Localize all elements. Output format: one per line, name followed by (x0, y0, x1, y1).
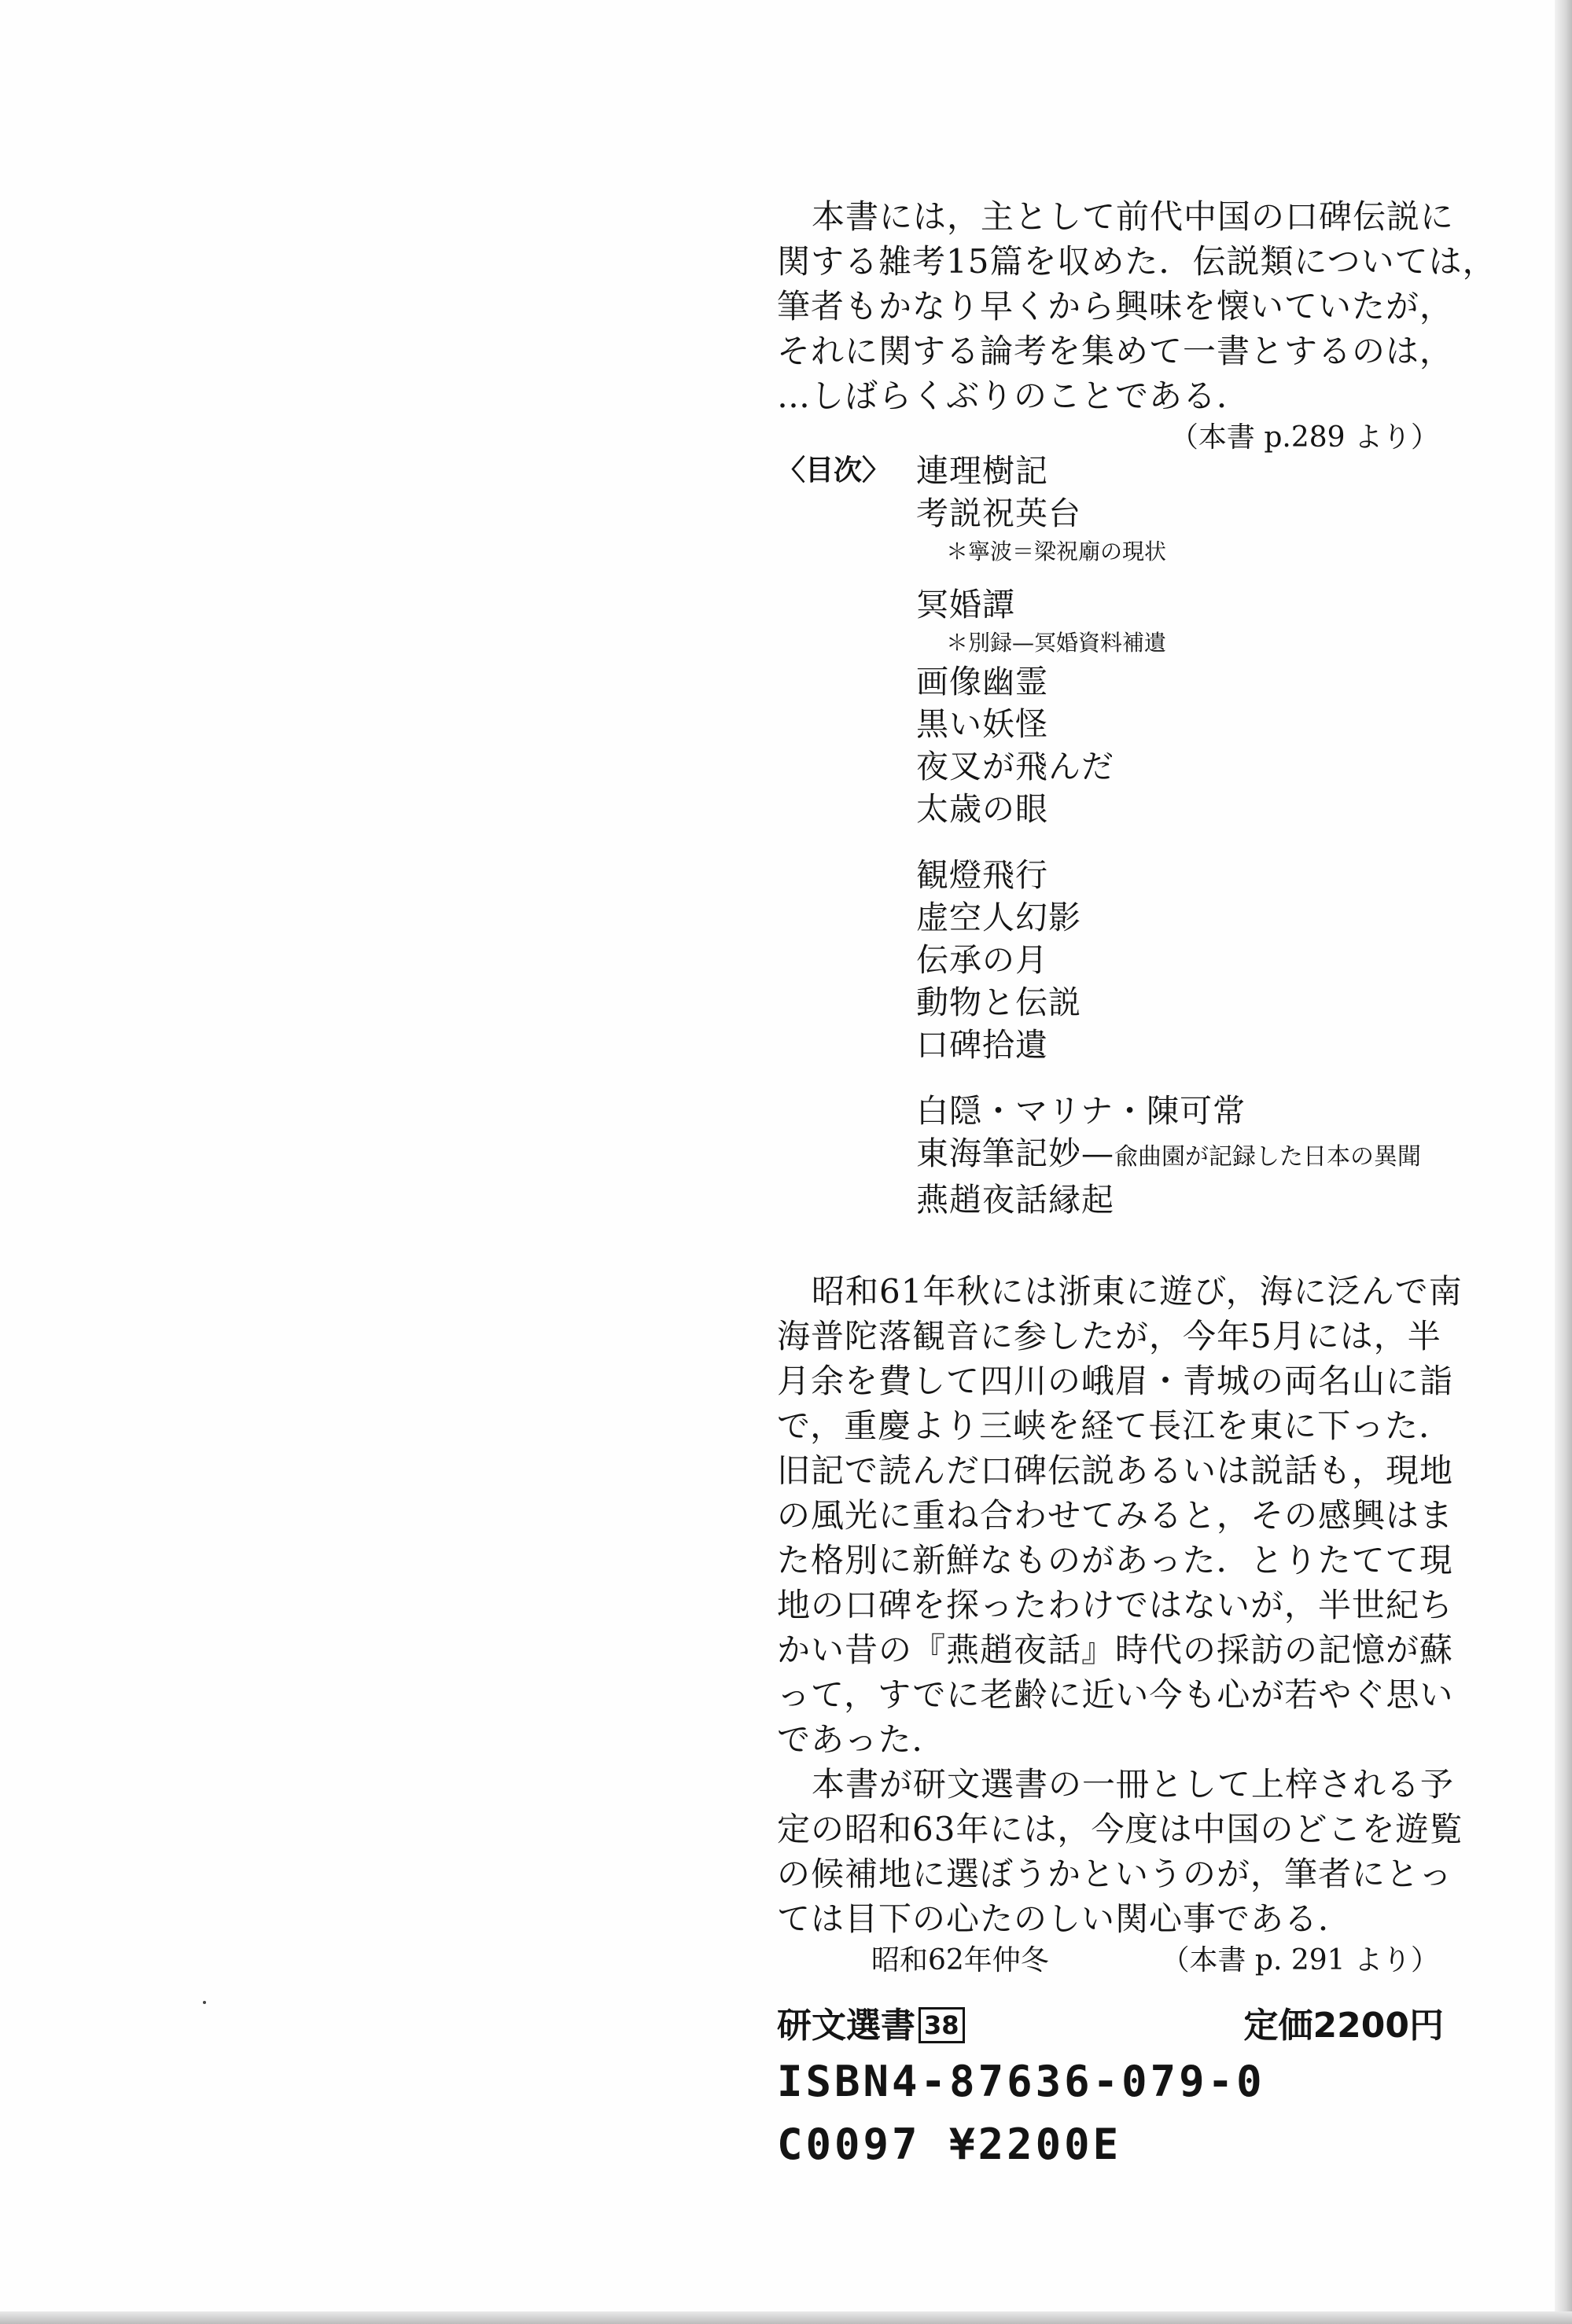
toc-spacer (916, 569, 1459, 583)
intro-paragraph (777, 194, 1497, 418)
afterword-line: の風光に重ね合わせてみると，その感興はま (777, 1496, 1454, 1535)
afterword-line: 昭和61年秋には浙東に遊び，海に泛んで南 (812, 1272, 1463, 1311)
toc-list (916, 450, 1459, 1221)
toc-item: 燕趙夜話縁起 (916, 1181, 1114, 1219)
toc-item: 白隠・マリナ・陳可常 (916, 1092, 1246, 1130)
afterword-line: って，すでに老齢に近い今も心が若やぐ思い (777, 1675, 1454, 1714)
classification-code: C0097 ¥2200E (777, 2120, 1122, 2169)
afterword-line: 旧記で読んだ口碑伝説あるいは説話も，現地 (777, 1451, 1454, 1490)
intro-line: 本書には，主として前代中国の口碑伝説に (812, 197, 1455, 236)
intro-excerpt (777, 194, 1497, 458)
colophon (777, 2002, 1453, 2176)
series-name: 研文選書 (777, 2006, 915, 2046)
toc-item: 口碑拾遺 (916, 1026, 1048, 1064)
page-bottom-edge (0, 2311, 1572, 2324)
toc-item: 連理樹記 (916, 452, 1048, 490)
toc-item: 夜叉が飛んだ (916, 748, 1114, 785)
toc-item-subtitle: 兪曲園が記録した日本の異聞 (1114, 1143, 1421, 1171)
toc-item: 画像幽霊 (916, 663, 1048, 701)
isbn: ISBN4-87636-079-0 (777, 2057, 1265, 2106)
afterword-date: 昭和62年仲冬 (871, 1944, 1049, 1977)
afterword-paragraph (777, 1269, 1463, 1941)
print-speck (203, 2001, 206, 2004)
afterword-line: かい昔の『燕趙夜話』時代の採訪の記憶が蘇 (777, 1631, 1454, 1669)
intro-line: それに関する論考を集めて一書とするのは， (777, 332, 1454, 370)
series-number: 38 (919, 2007, 965, 2043)
afterword-line: ては目下の心たのしい関心事である． (777, 1899, 1353, 1938)
afterword-line: の候補地に選ぼうかというのが，筆者にとっ (777, 1855, 1453, 1893)
toc-label: 〈目次〉 (777, 454, 891, 487)
toc-spacer (916, 830, 1459, 854)
toc-item-note: ＊寧波＝梁祝廟の現状 (946, 539, 1167, 564)
afterword-excerpt (777, 1269, 1463, 1980)
afterword-line: であった． (777, 1720, 946, 1759)
toc-item: 動物と伝説 (916, 984, 1081, 1021)
afterword-line: で，重慶より三峡を経て長江を東に下った． (777, 1407, 1453, 1445)
toc-item: 観燈飛行 (916, 856, 1048, 894)
intro-line: …しばらくぶりのことである． (777, 377, 1251, 415)
afterword-line: 地の口碑を探ったわけではないが，半世紀ち (777, 1586, 1454, 1624)
afterword-line: た格別に新鮮なものがあった．とりたてて現 (777, 1541, 1453, 1579)
intro-line: 関する雑考15篇を収めた．伝説類については， (777, 242, 1497, 281)
series-name-wrap (777, 2002, 965, 2050)
afterword-line: 海普陀落観音に参したが，今年5月には，半 (777, 1317, 1441, 1355)
afterword-citation: （本書 p. 291 より） (1161, 1944, 1439, 1977)
afterword-signature (777, 1941, 1445, 1980)
toc-item: 伝承の月 (916, 941, 1048, 979)
toc-item: 黒い妖怪 (916, 705, 1048, 743)
toc-item-title: 東海筆記妙— (916, 1134, 1114, 1172)
toc-item (916, 1132, 1459, 1179)
toc-item: 太歳の眼 (916, 790, 1048, 828)
intro-line: 筆者もかなり早くから興味を懐いていたが， (777, 287, 1454, 325)
afterword-line: 本書が研文選書の一冊として上梓される予 (812, 1765, 1455, 1804)
afterword-line: 定の昭和63年には，今度は中国のどこを遊覧 (777, 1810, 1463, 1848)
price: 定価2200円 (1243, 2006, 1444, 2046)
intro-citation: （本書 p.289 より） (1169, 421, 1439, 454)
page-edge-shadow (1555, 0, 1572, 2324)
toc-item: 冥婚譚 (916, 586, 1015, 623)
toc-spacer (916, 1066, 1459, 1090)
series-row (777, 2002, 1453, 2050)
toc-item: 虚空人幻影 (916, 899, 1081, 936)
afterword-line: 月余を費して四川の峨眉・青城の両名山に詣 (777, 1362, 1454, 1400)
toc-item-note: ＊別録—冥婚資料補遺 (946, 630, 1167, 656)
toc-item: 考説祝英台 (916, 495, 1081, 532)
